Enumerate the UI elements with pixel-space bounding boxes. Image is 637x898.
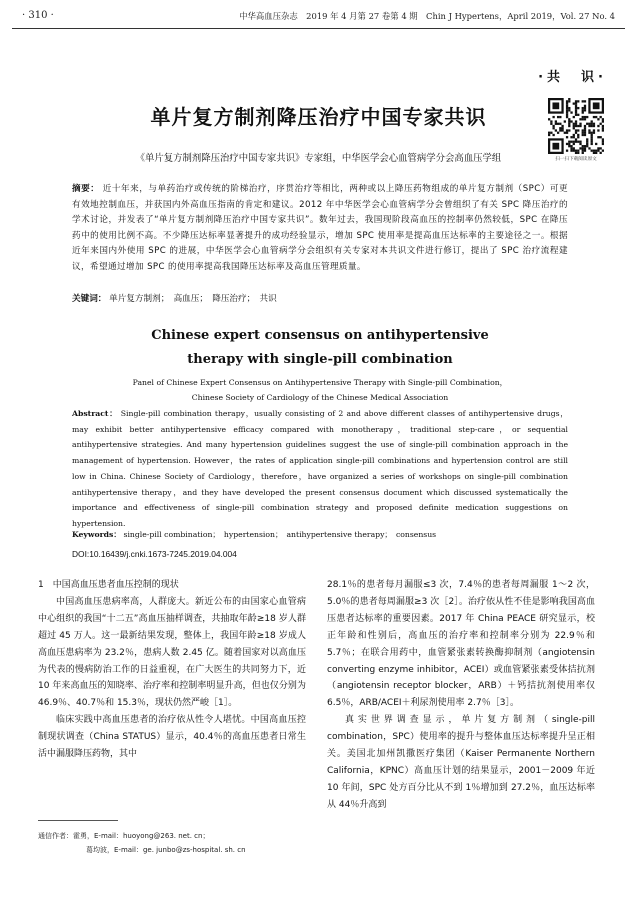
qr-code[interactable] xyxy=(548,98,604,154)
doi[interactable]: DOI:10.16439/j.cnki.1673-7245.2019.04.004 xyxy=(72,549,237,559)
body-column-right xyxy=(327,577,595,814)
keywords-en-text: single-pill combination； hypertension； antihypertensive therapy； consensus xyxy=(123,530,437,539)
qr-caption: 扫一扫下载阅读原文 xyxy=(555,157,597,162)
corresponding-author-footnote xyxy=(38,829,246,857)
keywords-en-label: Keywords： xyxy=(72,530,122,539)
article-title-cn: 单片复方制剂降压治疗中国专家共识 xyxy=(150,105,487,129)
body-paragraph: 28.1％的患者每月漏服≤3 次，7.4％的患者每周漏服 1～2 次，5.0％的患者每周漏服≥3 次［2］。治疗依从性不佳是影响我国高血压患者达标率的重要因素。2017 年 China PEACE 研究显示，校正年龄和性别后，高血压的治疗率和控制率分别为 22.9％和 5.7％；在联合用药中，血管紧张素转换酶抑制剂（angiotensin converting enzyme inhibitor，ACEI）或血管紧张素受体拮抗剂（angiotensin receptor blocker，ARB）＋钙拮抗剂使用率仅 6.5％，ARB/ACEI＋利尿剂使用率 2.7％［3］。 xyxy=(327,580,595,709)
abstract-cn-label: 摘要： xyxy=(72,184,100,194)
column-tag: ·共 识· xyxy=(538,70,607,85)
body-paragraph: 临床实践中高血压患者的治疗依从性令人堪忧。中国高血压控制现状调查（China STATUS）显示，40.4％的高血压患者日常生活中漏服降压药物，其中 xyxy=(38,715,306,760)
affiliation-en-line1: Panel of Chinese Expert Consensus on Antihypertensive Therapy with Single-pill Combination， xyxy=(132,378,508,387)
keywords-en xyxy=(72,529,436,540)
abstract-cn-text: 近十年来，与单药治疗或传统的阶梯治疗，序贯治疗等相比，两种或以上降压药物组成的单片复方制剂（SPC）可更有效地控制血压，并获国内外高血压指南的肯定和建议。2012 年中华医学会心血管病学分会曾组织了有关 SPC 降压治疗的学术讨论，并发表了“单片复方制剂降压治疗中国专家共识”。数年过去，我国现阶段高血压的控制率仍然较低，SPC 在降压药中的使用比例不高。不少降压达标率显著提升的成功经验显示，增加 SPC 使用率是提高血压达标率的主要途径之一。根据近年来国内外使用 SPC 的进展，中华医学会心血管病学分会组织有关专家对本共识文件进行修订，提出了 SPC 治疗流程建议，希望通过增加 SPC 的使用率提高我国降压达标率及高血压管理质量。 xyxy=(72,184,568,272)
authors-cn: 《单片复方制剂降压治疗中国专家共识》专家组，中华医学会心血管病学分会高血压学组 xyxy=(135,153,502,164)
body-paragraph: 中国高血压患病率高，人群庞大。新近公布的由国家心血管病中心组织的我国“十二五”高血压抽样调查，共抽取年龄≥18 岁人群超过 45 万人。这一最新结果发现，整体上，我国年龄≥18 岁成人高血压患病率为 23.2％，患病人数 2.45 亿。随着国家对以高血压为代表的慢病防治工作的日益重视，在广大医生的共同努力下，近 10 年来高血压的知晓率、治疗率和控制率明显升高，但也仅分别为 46.9％、40.7％和 15.3％，现状仍然严峻［1］。 xyxy=(38,596,306,709)
affiliation-en xyxy=(72,375,568,405)
page-number: · 310 · xyxy=(22,10,54,21)
abstract-cn xyxy=(72,182,568,275)
running-header xyxy=(12,6,625,26)
title-en-line2: therapy with single-pill combination xyxy=(187,352,453,367)
abstract-en-label: Abstract： xyxy=(72,409,118,418)
footnote-line1: 通信作者：霍勇，E-mail：huoyong@263. net. cn； xyxy=(38,832,210,840)
qr-code-icon xyxy=(548,98,604,154)
keywords-cn xyxy=(72,292,277,304)
journal-running-title: 中华高血压杂志 2019 年 4 月第 27 卷第 4 期 Chin J Hypertens，April 2019，Vol. 27 No. 4 xyxy=(239,11,615,21)
footnote-rule xyxy=(38,820,118,821)
section-heading: 1 中国高血压患者血压控制的现状 xyxy=(38,580,179,590)
body-paragraph: 真实世界调查显示，单片复方制剂（single-pill combination，SPC）使用率的提升与整体血压达标率提升呈正相关。美国北加州凯撒医疗集团（Kaiser Permanente Northern California，KPNC）高血压计划的结果显示，2001－2009 年近 10 年间，SPC 处方百分比从不到 1％增加到 27.2％，血压达标率从 44％升高到 xyxy=(327,715,595,810)
body-column-left xyxy=(38,577,306,763)
affiliation-en-line2: Chinese Society of Cardiology of the Chinese Medical Association xyxy=(191,393,449,402)
footnote-line2: 葛均波，E-mail：ge. junbo@zs-hospital. sh. cn xyxy=(86,846,246,854)
article-title-en xyxy=(72,324,568,372)
title-en-line1: Chinese expert consensus on antihypertensive xyxy=(151,328,489,343)
keywords-cn-text: 单片复方制剂； 高血压； 降压治疗； 共识 xyxy=(109,294,277,304)
abstract-en-text: Single-pill combination therapy，usually consisting of 2 and above different classes of antihypertensive drugs，may exhibit better antihypertensive efficacy compared with monotherapy，traditional step-care，or sequential antihypertensive strategies. And many hypertension guidelines suggest the use of single-pill combination approach in the management of hypertension. However，the rates of application single-pill combinations and hypertension control are still low in China. Chinese Society of Cardiology，therefore，have organized a series of workshops on single-pill combination antihypertensive therapy，and they have developed the present consensus document which discussed systematically the importance and effectiveness of single-pill combination strategy and proposed definite medication suggestions on hypertension. xyxy=(72,409,568,528)
keywords-cn-label: 关键词： xyxy=(72,294,107,304)
abstract-en xyxy=(72,406,568,532)
header-rule xyxy=(12,28,625,29)
